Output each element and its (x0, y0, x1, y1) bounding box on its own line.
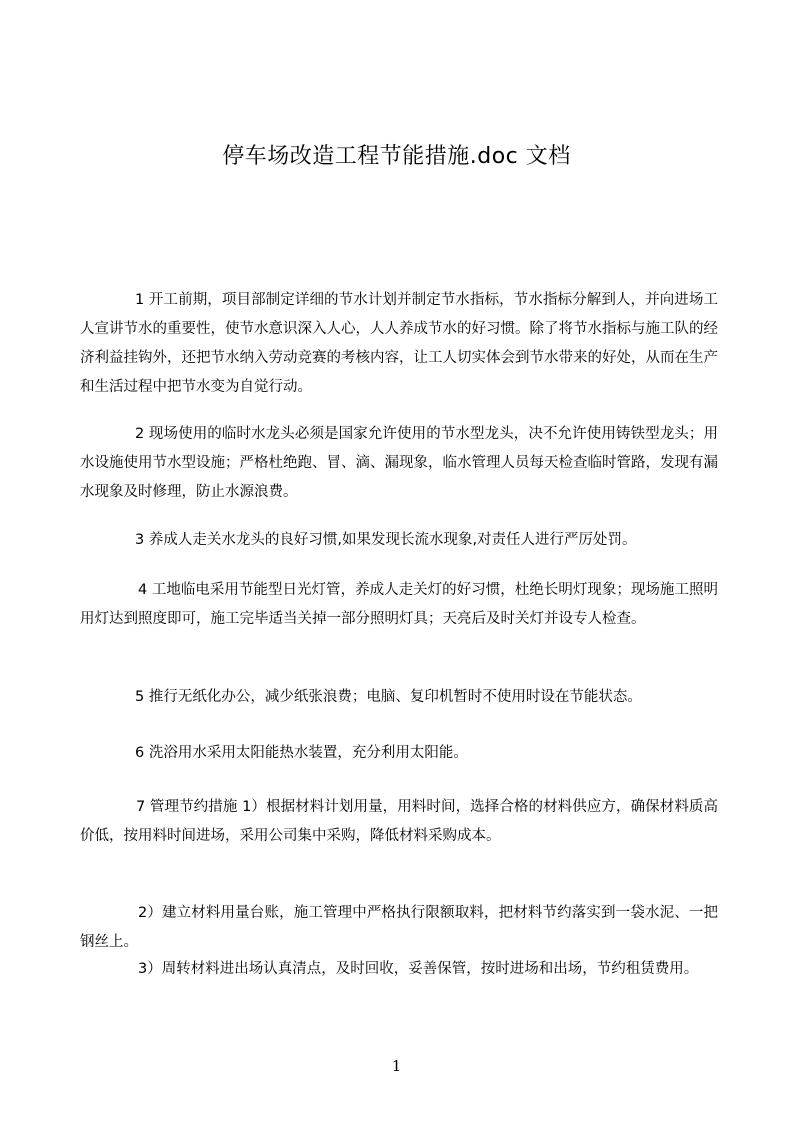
paragraph-1: 1 开工前期，项目部制定详细的节水计划并制定节水指标，节水指标分解到人，并向进场工人宣讲节水的重要性，使节水意识深入人心，人人养成节水的好习惯。除了将节水指标与施工队的经济利益挂钩外，还把节水纳入劳动竞赛的考核内容，让工人切实体会到节水带来的好处，从而在生产和生活过程中把节水变为自觉行动。 (80, 292, 718, 395)
paragraph-2: 2 现场使用的临时水龙头必须是国家允许使用的节水型龙头，决不允许使用铸铁型龙头；用水设施使用节水型设施；严格杜绝跑、冒、滴、漏现象，临水管理人员每天检查临时管路，发现有漏水现象及时修理，防止水源浪费。 (80, 426, 718, 500)
paragraph-9: 3）周转材料进出场认真清点，及时回收，妥善保管，按时进场和出场，节约租赁费用。 (138, 961, 699, 977)
paragraph-8: 2）建立材料用量台账，施工管理中严格执行限额取料，把材料节约落实到一袋水泥、一把钢丝上。 (80, 905, 718, 950)
paragraph-6: 6 洗浴用水采用太阳能热水装置，充分利用太阳能。 (135, 745, 468, 761)
paragraph-7: 7 管理节约措施 1）根据材料计划用量，用料时间，选择合格的材料供应方，确保材料质高价低，按用料时间进场，采用公司集中采购，降低材料采购成本。 (80, 799, 718, 844)
document-title: 停车场改造工程节能措施.doc 文档 (222, 144, 571, 169)
page-number: 1 (391, 1057, 402, 1075)
paragraph-4: 4 工地临电采用节能型日光灯管，养成人走关灯的好习惯，杜绝长明灯现象；现场施工照明用灯达到照度即可，施工完毕适当关掉一部分照明灯具；天亮后及时关灯并设专人检查。 (80, 582, 718, 627)
paragraph-5: 5 推行无纸化办公，减少纸张浪费；电脑、复印机暂时不使用时设在节能状态。 (135, 689, 642, 705)
paragraph-3: 3 养成人走关水龙头的良好习惯,如果发现长流水现象,对责任人进行严厉处罚。 (135, 532, 637, 548)
